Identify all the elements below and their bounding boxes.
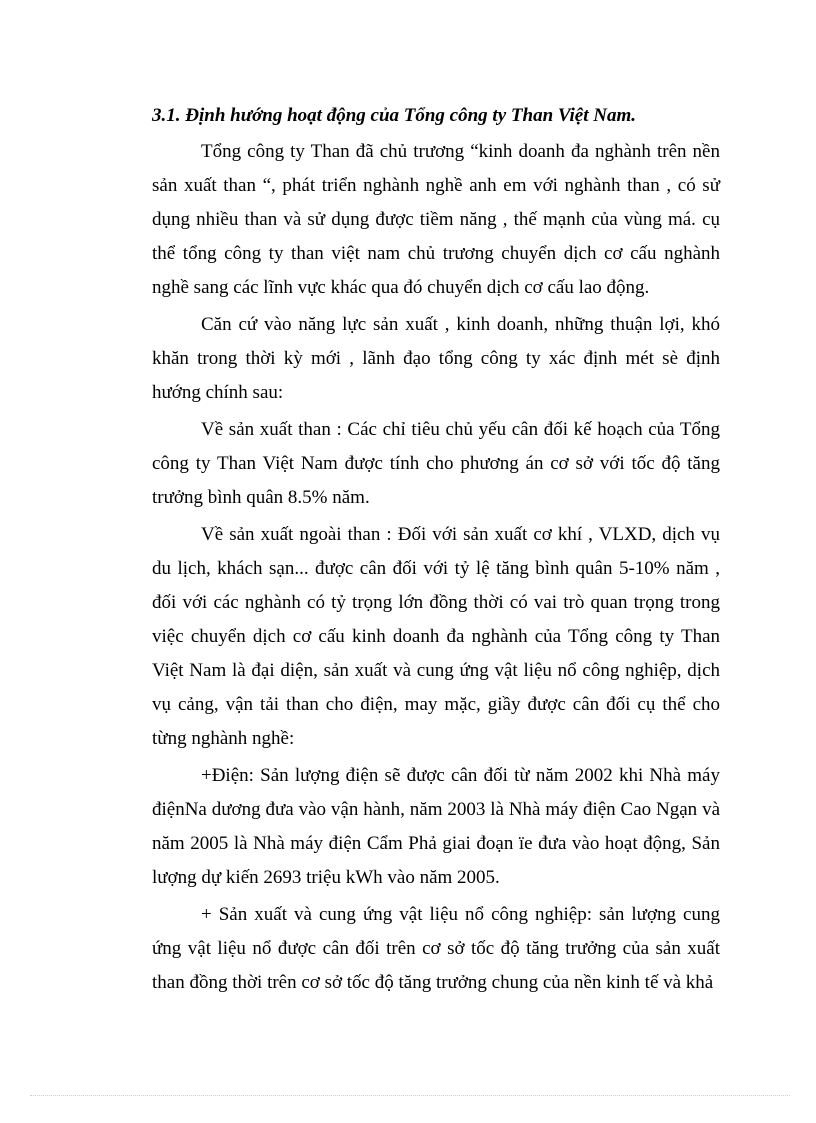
- paragraph-explosives: + Sản xuất và cung ứng vật liệu nổ công nghiệp: sản lượng cung ứng vật liệu nổ được cân đối trên cơ sở tốc độ tăng trưởng của sản xuất than đồng thời trên cơ sở tốc độ tăng trưởng chung của nền kinh tế và khả: [152, 904, 720, 993]
- paragraph-non-coal-production: Về sản xuất ngoài than : Đối với sản xuất cơ khí , VLXD, dịch vụ du lịch, khách sạn... được cân đối với tỷ lệ tăng bình quân 5-10% năm , đối với các nghành có tỷ trọng lớn đồng thời có vai trò quan trọng trong việc chuyển dịch cơ cấu kinh doanh đa nghành của Tổng công ty Than Việt Nam là đại diện, sản xuất và cung ứng vật liệu nổ công nghiệp, dịch vụ cảng, vận tải than cho điện, may mặc, giầy được cân đối cụ thể cho từng nghành nghề:: [152, 524, 720, 749]
- section-heading: 3.1. Định hướng hoạt động của Tổng công ty Than Việt Nam.: [152, 105, 636, 126]
- paragraph-coal-production: Về sản xuất than : Các chỉ tiêu chủ yếu cân đối kế hoạch của Tổng công ty Than Việt Nam được tính cho phương án cơ sở với tốc độ tăng trưởng bình quân 8.5% năm.: [152, 419, 720, 508]
- paragraph-basis: Căn cứ vào năng lực sản xuất , kinh doanh, những thuận lợi, khó khăn trong thời kỳ mới , lãnh đạo tổng công ty xác định mét sè định hướng chính sau:: [152, 314, 720, 403]
- paragraph-policy: Tổng công ty Than đã chủ trương “kinh doanh đa nghành trên nền sản xuất than “, phát triển nghành nghề anh em với nghành than , có sử dụng nhiều than và sử dụng được tiềm năng , thế mạnh của vùng má. cụ thể tổng công ty than việt nam chủ trương chuyển dịch cơ cấu nghành nghề sang các lĩnh vực khác qua đó chuyển dịch cơ cấu lao động.: [152, 141, 720, 298]
- page-bottom-divider: [30, 1095, 790, 1096]
- document-body: [152, 101, 720, 1003]
- paragraph-electricity: +Điện: Sản lượng điện sẽ được cân đối từ năm 2002 khi Nhà máy điệnNa dương đưa vào vận hành, năm 2003 là Nhà máy điện Cao Ngạn và năm 2005 là Nhà máy điện Cẩm Phả giai đoạn ïe đưa vào hoạt động, Sản lượng dự kiến 2693 triệu kWh vào năm 2005.: [152, 765, 720, 888]
